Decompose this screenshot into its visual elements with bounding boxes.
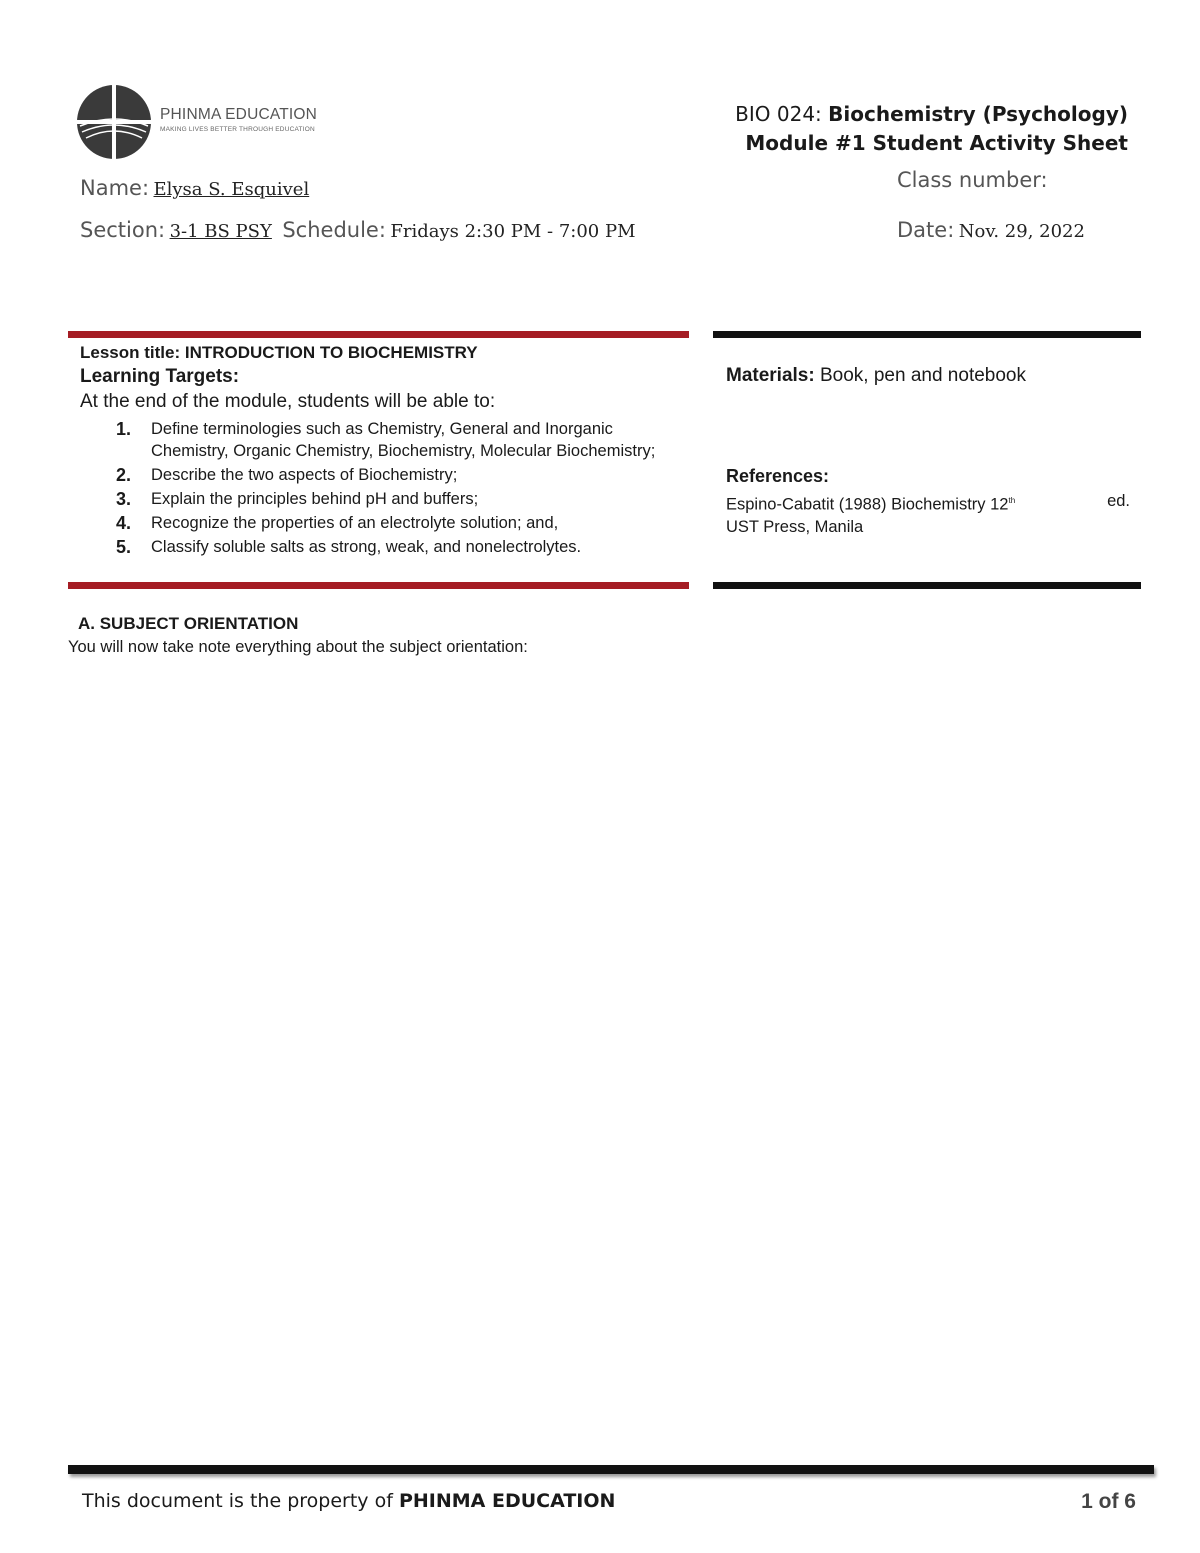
list-item-number: 1.	[116, 419, 132, 439]
section-label: Section:	[80, 218, 166, 242]
section-a-body: You will now take note everything about the subject orientation:	[68, 638, 528, 656]
logo-name: PHINMA EDUCATION	[160, 106, 318, 123]
schedule-value: Fridays 2:30 PM - 7:00 PM	[390, 221, 636, 242]
schedule-label: Schedule:	[282, 218, 386, 242]
date-row	[897, 218, 1085, 242]
date-label: Date:	[897, 218, 955, 242]
list-item-text: Describe the two aspects of Biochemistry;	[151, 466, 458, 484]
name-row	[80, 176, 309, 200]
class-number-label: Class number:	[897, 168, 1048, 192]
footer-ownership	[82, 1490, 615, 1512]
lesson-top-rule	[68, 331, 689, 338]
list-item-text: Define terminologies such as Chemistry, General and Inorganic Chemistry, Organic Chemistry, Biochemistry, Molecular Biochemistry;	[151, 420, 656, 460]
list-item	[116, 536, 676, 558]
list-item	[116, 464, 676, 486]
section-a-heading: A. SUBJECT ORIENTATION	[78, 614, 299, 633]
course-code: BIO 024:	[735, 102, 822, 126]
reference-line-1	[726, 490, 1130, 516]
materials-bottom-rule	[713, 582, 1141, 589]
learning-targets-intro: At the end of the module, students will be able to:	[80, 391, 496, 412]
footer-rule	[68, 1465, 1154, 1474]
list-item	[116, 418, 676, 462]
materials-top-rule	[713, 331, 1141, 338]
list-item-number: 4.	[116, 513, 132, 533]
list-item-number: 2.	[116, 465, 132, 485]
list-item-text: Explain the principles behind pH and buffers;	[151, 490, 479, 508]
lesson-title: Lesson title: INTRODUCTION TO BIOCHEMISTRY	[80, 343, 478, 362]
list-item-number: 5.	[116, 537, 132, 557]
class-number-row	[897, 168, 1048, 192]
list-item	[116, 488, 676, 510]
list-item-text: Recognize the properties of an electrolyte solution; and,	[151, 514, 559, 532]
course-title	[735, 102, 1128, 126]
name-value: Elysa S. Esquivel	[153, 179, 310, 200]
reference-edition: ed.	[1107, 492, 1130, 510]
list-item	[116, 512, 676, 534]
list-item-number: 3.	[116, 489, 132, 509]
learning-targets-heading: Learning Targets:	[80, 366, 240, 387]
logo-tagline: MAKING LIVES BETTER THROUGH EDUCATION	[160, 126, 315, 133]
references-body	[726, 490, 1130, 538]
footer-prefix: This document is the property of	[82, 1490, 393, 1512]
section-value: 3-1 BS PSY	[169, 221, 272, 242]
lesson-bottom-rule	[68, 582, 689, 589]
reference-text: Espino-Cabatit (1988) Biochemistry 12	[726, 495, 1009, 514]
globe-icon	[77, 84, 151, 160]
name-label: Name:	[80, 176, 150, 200]
list-item-text: Classify soluble salts as strong, weak, and nonelectrolytes.	[151, 538, 582, 556]
references-heading: References:	[726, 466, 830, 486]
materials-value: Book, pen and notebook	[819, 365, 1026, 386]
section-row	[80, 218, 636, 242]
page-number: 1 of 6	[1081, 1490, 1136, 1513]
learning-targets-list	[116, 418, 676, 560]
module-title: Module #1 Student Activity Sheet	[745, 131, 1128, 155]
reference-line-2: UST Press, Manila	[726, 517, 864, 536]
footer-owner: PHINMA EDUCATION	[398, 1490, 616, 1512]
materials	[726, 365, 1026, 387]
reference-superscript: th	[1008, 496, 1016, 505]
materials-label: Materials:	[726, 365, 815, 386]
course-name: Biochemistry (Psychology)	[828, 102, 1128, 126]
date-value: Nov. 29, 2022	[958, 221, 1085, 242]
